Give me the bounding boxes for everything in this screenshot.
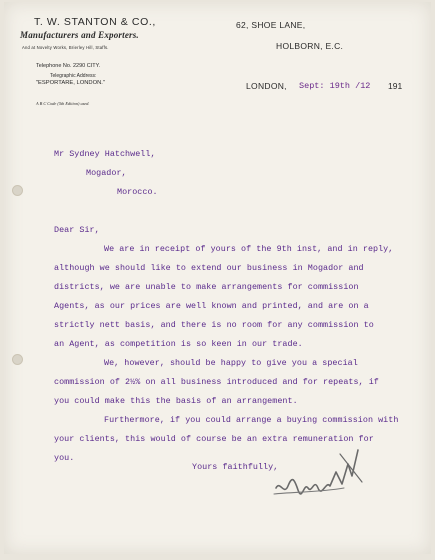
- telegraphic-address: "ESPORTARE, LONDON.": [36, 80, 105, 86]
- punch-hole-bottom: [12, 354, 23, 365]
- letter-date: Sept: 19th /12: [299, 81, 371, 91]
- body-line: We are in receipt of yours of the 9th inst, and in reply,: [104, 244, 394, 254]
- body-line: Furthermore, if you could arrange a buying commission with: [104, 415, 399, 425]
- recipient-city: Mogador,: [86, 168, 127, 178]
- sender-district: HOLBORN, E.C.: [276, 41, 344, 51]
- body-line: although we should like to extend our business in Mogador and: [54, 263, 364, 273]
- sender-street: 62, SHOE LANE,: [236, 20, 306, 30]
- salutation: Dear Sir,: [54, 225, 100, 235]
- letter-paper: [4, 2, 431, 554]
- body-line: commission of 2½% on all business introduced and for repeats, if: [54, 377, 379, 387]
- body-line: you could make this the basis of an arrangement.: [54, 396, 298, 406]
- body-line: Agents, as our prices are well known and printed, and are on a: [54, 301, 369, 311]
- body-line: your clients, this would of course be an extra remuneration for: [54, 434, 374, 444]
- body-line: you.: [54, 453, 75, 463]
- signature: [270, 442, 366, 504]
- year-prefix: 191: [388, 81, 403, 91]
- closing: Yours faithfully,: [192, 462, 279, 472]
- body-line: districts, we are unable to make arrangements for commission: [54, 282, 359, 292]
- body-line: strictly nett basis, and there is no room for any commission to: [54, 320, 374, 330]
- body-line: an Agent, as competition is so keen in our trade.: [54, 339, 303, 349]
- works-location: And at Novelty Works, Brierley Hill, Staffs.: [22, 45, 109, 50]
- recipient-country: Morocco.: [117, 187, 158, 197]
- punch-hole-top: [12, 185, 23, 196]
- telephone-number: Telephone No. 2290 CITY.: [36, 63, 101, 69]
- body-line: We, however, should be happy to give you a special: [104, 358, 358, 368]
- sender-city: LONDON,: [246, 81, 287, 91]
- company-tagline: Manufacturers and Exporters.: [20, 30, 139, 40]
- recipient-name: Mr Sydney Hatchwell,: [54, 149, 156, 159]
- company-name: T. W. STANTON & CO.,: [34, 16, 156, 28]
- code-note: A B C Code (5th Edition) used.: [36, 101, 90, 106]
- telegraphic-label: Telegraphic Address:: [50, 73, 97, 79]
